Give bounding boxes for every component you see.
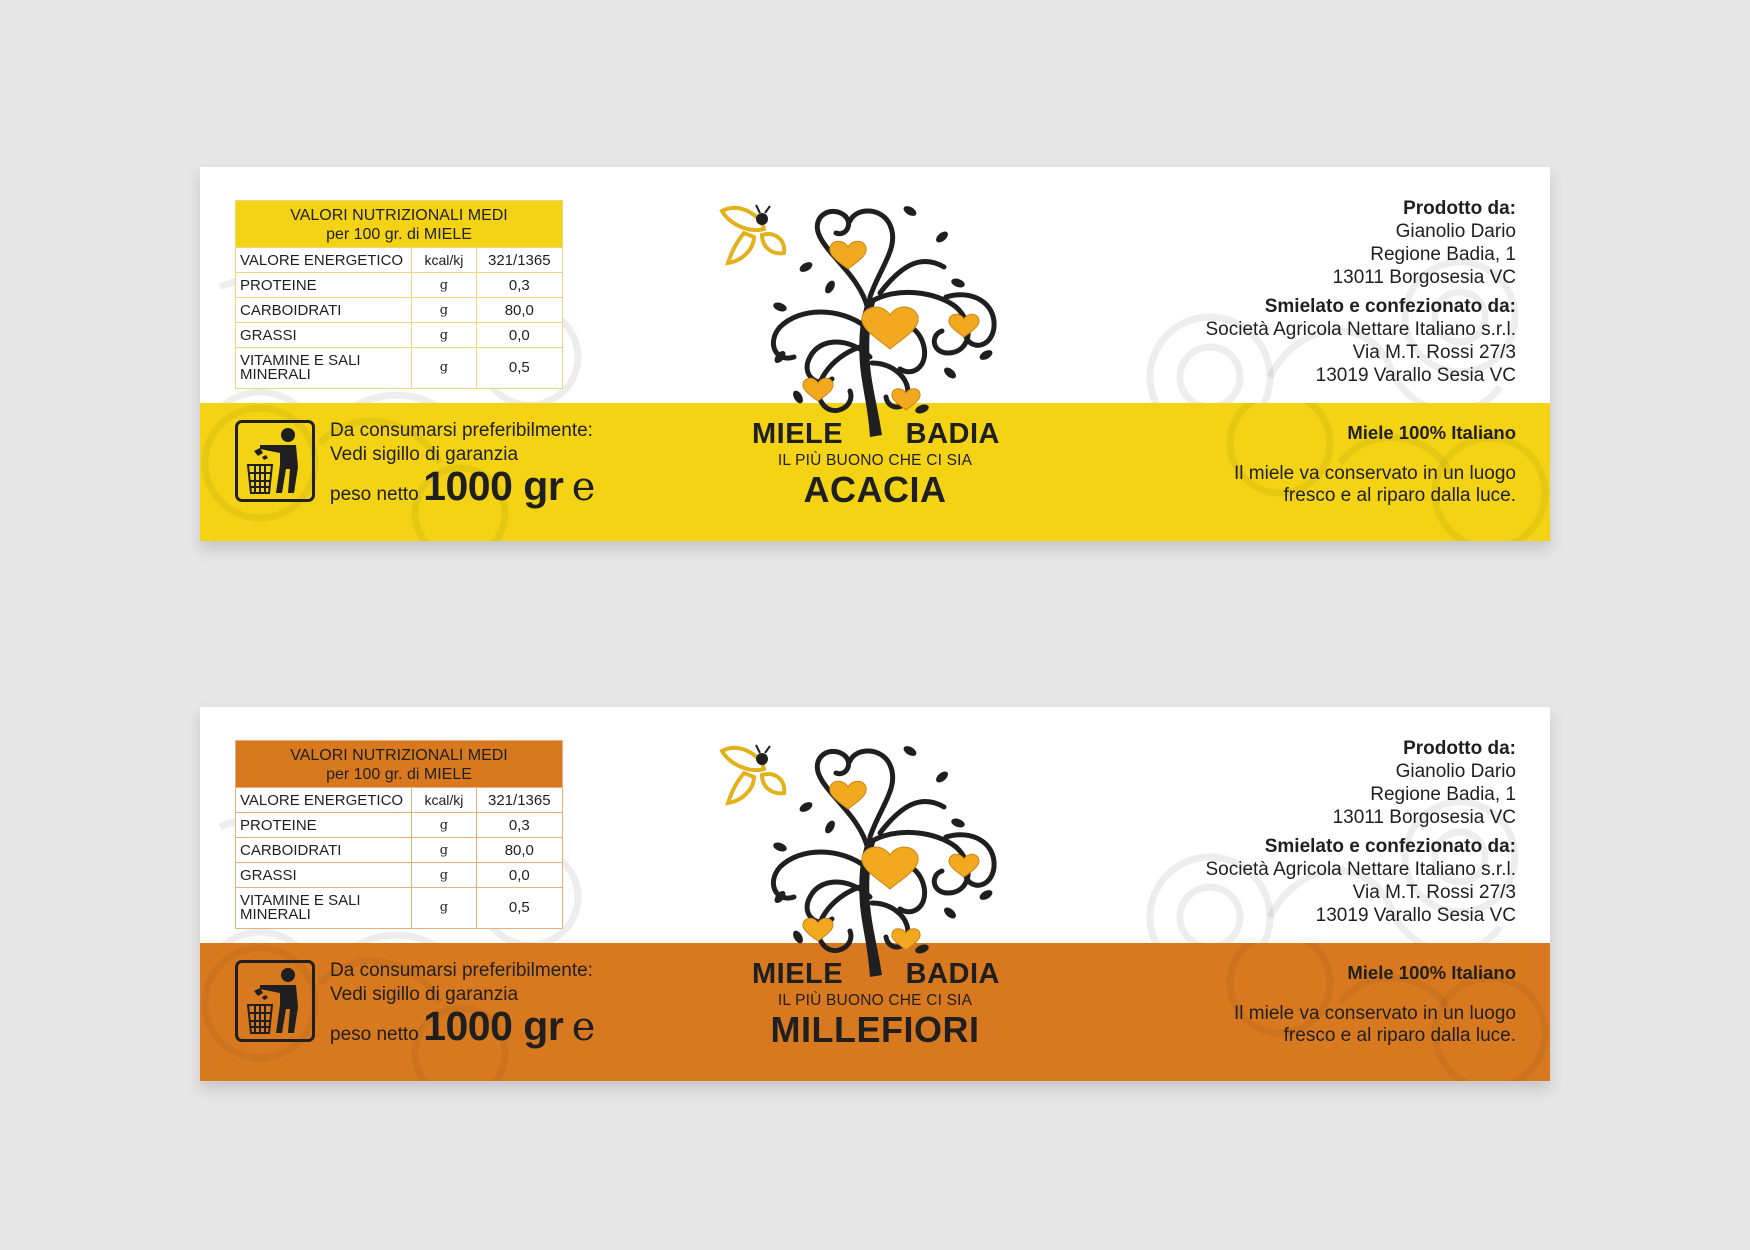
producer-address2: 13011 Borgosesia VC: [1332, 807, 1516, 828]
brand-word-badia: BADIA: [905, 958, 1000, 990]
nutrient-name-line1: VITAMINE E SALI: [240, 892, 361, 909]
honey-variety: MILLEFIORI: [770, 1009, 980, 1050]
nutrient-unit: g: [412, 813, 476, 838]
bee-icon: [722, 745, 784, 803]
producer-name: Gianolio Dario: [1395, 761, 1516, 782]
origin-claim: Miele 100% Italiano: [1347, 962, 1516, 983]
nutrient-name-line1: VITAMINE E SALI: [240, 352, 361, 369]
honey-variety: ACACIA: [803, 469, 947, 510]
nutrient-name: [236, 348, 412, 389]
producer-address1: Regione Badia, 1: [1370, 784, 1516, 805]
packer-name: Società Agricola Nettare Italiano s.r.l.: [1205, 859, 1516, 880]
nutrient-unit: kcal/kj: [412, 788, 476, 813]
storage-line2: fresco e al riparo dalla luce.: [1283, 1025, 1516, 1046]
net-weight-value: 1000 gr: [423, 1003, 564, 1049]
table-row: [236, 298, 563, 323]
nutrient-name: VALORE ENERGETICO: [236, 248, 412, 273]
nutrient-unit: g: [412, 348, 476, 389]
packer-address1: Via M.T. Rossi 27/3: [1352, 342, 1516, 363]
nutrient-unit: g: [412, 888, 476, 929]
storage-line1: Il miele va conservato in un luogo: [1234, 1003, 1516, 1024]
net-weight: [330, 463, 595, 510]
nutrient-name: PROTEINE: [236, 273, 412, 298]
producer-heading: Prodotto da:: [1403, 198, 1516, 219]
storage-line1: Il miele va conservato in un luogo: [1234, 463, 1516, 484]
table-row: [236, 323, 563, 348]
storage-line2: fresco e al riparo dalla luce.: [1283, 485, 1516, 506]
origin-claim: Miele 100% Italiano: [1347, 422, 1516, 443]
nutrient-unit: g: [412, 273, 476, 298]
nutrient-value: 321/1365: [476, 248, 562, 273]
packer-address2: 13019 Varallo Sesia VC: [1315, 365, 1516, 386]
net-weight: [330, 1003, 595, 1050]
nutrient-name: CARBOIDRATI: [236, 838, 412, 863]
label-acacia: [200, 167, 1550, 541]
nutrient-name: GRASSI: [236, 323, 412, 348]
storage-instructions: [1234, 1003, 1516, 1047]
producer-heading: Prodotto da:: [1403, 738, 1516, 759]
brand-word-miele: MIELE: [752, 958, 844, 990]
nutrient-value: 0,5: [476, 348, 562, 389]
nutrition-table-header: [236, 201, 563, 248]
nutrient-name-line2: MINERALI: [240, 366, 311, 383]
nutrient-value: 80,0: [476, 838, 562, 863]
best-before-line1: Da consumarsi preferibilmente:: [330, 420, 593, 441]
nutrient-value: 0,0: [476, 863, 562, 888]
table-row: [236, 348, 563, 389]
table-row: [236, 813, 563, 838]
nutrient-unit: g: [412, 838, 476, 863]
tidy-man-trash-icon: [235, 420, 315, 502]
bee-icon: [722, 205, 784, 263]
nutrition-table: [235, 200, 563, 389]
nutrient-value: 0,0: [476, 323, 562, 348]
nutrition-title: VALORI NUTRIZIONALI MEDI: [290, 747, 508, 764]
estimated-sign-icon: e: [571, 1004, 596, 1050]
best-before: [330, 959, 593, 1007]
nutrition-subtitle: per 100 gr. di MIELE: [326, 766, 472, 783]
nutrient-value: 0,5: [476, 888, 562, 929]
table-row: [236, 788, 563, 813]
tagline: IL PIÙ BUONO CHE CI SIA: [777, 992, 973, 1009]
table-row: [236, 273, 563, 298]
best-before-line2: Vedi sigillo di garanzia: [330, 984, 519, 1005]
estimated-sign-icon: e: [571, 464, 596, 510]
nutrition-title: VALORI NUTRIZIONALI MEDI: [290, 207, 508, 224]
nutrient-name: [236, 888, 412, 929]
storage-instructions: [1234, 463, 1516, 507]
tagline: IL PIÙ BUONO CHE CI SIA: [777, 452, 973, 469]
producer-info: [1206, 737, 1517, 927]
nutrient-name: PROTEINE: [236, 813, 412, 838]
nutrient-value: 321/1365: [476, 788, 562, 813]
nutrient-name: GRASSI: [236, 863, 412, 888]
nutrient-value: 0,3: [476, 273, 562, 298]
tidy-man-trash-icon: [235, 960, 315, 1042]
nutrition-table-header: [236, 741, 563, 788]
table-row: [236, 888, 563, 929]
table-row: [236, 248, 563, 273]
best-before: [330, 419, 593, 467]
net-weight-label: peso netto: [330, 484, 419, 505]
net-weight-value: 1000 gr: [423, 463, 564, 509]
nutrient-unit: g: [412, 323, 476, 348]
table-row: [236, 863, 563, 888]
nutrient-value: 80,0: [476, 298, 562, 323]
nutrient-value: 0,3: [476, 813, 562, 838]
nutrient-unit: g: [412, 298, 476, 323]
packer-heading: Smielato e confezionato da:: [1264, 296, 1516, 317]
nutrient-name: VALORE ENERGETICO: [236, 788, 412, 813]
best-before-line2: Vedi sigillo di garanzia: [330, 444, 519, 465]
nutrient-unit: g: [412, 863, 476, 888]
producer-address2: 13011 Borgosesia VC: [1332, 267, 1516, 288]
best-before-line1: Da consumarsi preferibilmente:: [330, 960, 593, 981]
brand-word-miele: MIELE: [752, 418, 844, 450]
packer-address2: 13019 Varallo Sesia VC: [1315, 905, 1516, 926]
packer-address1: Via M.T. Rossi 27/3: [1352, 882, 1516, 903]
honey-tree-logo-icon: [710, 737, 1040, 977]
nutrition-table: [235, 740, 563, 929]
nutrient-name: CARBOIDRATI: [236, 298, 412, 323]
nutrition-subtitle: per 100 gr. di MIELE: [326, 226, 472, 243]
brand-word-badia: BADIA: [905, 418, 1000, 450]
packer-heading: Smielato e confezionato da:: [1264, 836, 1516, 857]
nutrient-name-line2: MINERALI: [240, 906, 311, 923]
producer-address1: Regione Badia, 1: [1370, 244, 1516, 265]
table-row: [236, 838, 563, 863]
label-millefiori: [200, 707, 1550, 1081]
producer-name: Gianolio Dario: [1395, 221, 1516, 242]
nutrient-unit: kcal/kj: [412, 248, 476, 273]
net-weight-label: peso netto: [330, 1024, 419, 1045]
producer-info: [1206, 197, 1517, 387]
packer-name: Società Agricola Nettare Italiano s.r.l.: [1205, 319, 1516, 340]
honey-tree-logo-icon: [710, 197, 1040, 437]
